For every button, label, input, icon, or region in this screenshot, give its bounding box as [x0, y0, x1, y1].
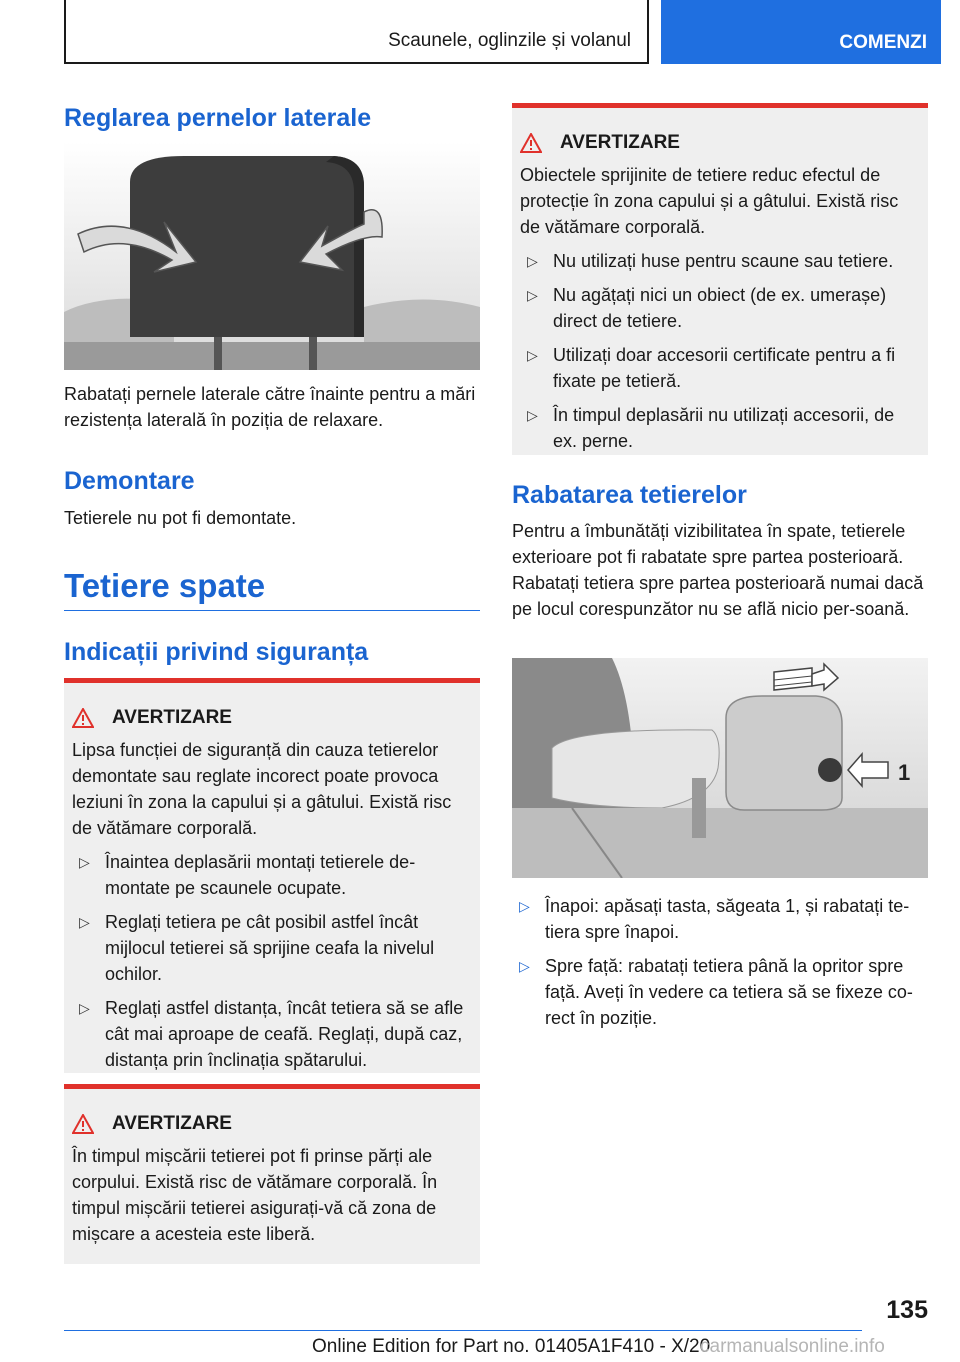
section-title: Scaunele, oglinzile și volanul [388, 30, 631, 51]
list-item: ▷ Înapoi: apăsați tasta, săgeata 1, și rabatați te-tiera spre înapoi. [512, 893, 928, 945]
list-item: ▷ Reglați astfel distanța, încât tetiera să se afle cât mai aproape de ceafă. Reglați, după caz, distanța prin înclinația spătarului. [72, 995, 472, 1073]
side-bolster-illustration [64, 142, 480, 370]
warning-triangle-icon [72, 708, 94, 728]
warning-text-2: În timpul mișcării tetierei pot fi prinse părți ale corpului. Există risc de vătămare corporală. În timpul mișcării tetierei asigurați-vă că zona de mișcare a acesteia este liberă. [72, 1146, 438, 1244]
heading-side-bolsters: Reglarea pernelor laterale [64, 104, 372, 132]
warning-title-text: AVERTIZARE [112, 707, 232, 728]
warning-title-text: AVERTIZARE [112, 1113, 232, 1134]
warning-list-3 [520, 248, 920, 454]
warning-title-2 [72, 1113, 472, 1135]
page-number: 135 [886, 1296, 928, 1324]
warning-title-1 [72, 707, 472, 729]
callout-1-label: 1 [898, 760, 911, 785]
list-item: ▷ Utilizați doar accesorii certificate pentru a fi fixate pe tetieră. [520, 342, 920, 394]
heading-rear-headrests: Tetiere spate [64, 567, 266, 604]
heading-removal: Demontare [64, 467, 195, 495]
watermark-text: carmanualsonline.info [700, 1336, 885, 1357]
warning-title-text: AVERTIZARE [560, 132, 680, 153]
list-item: ▷ Spre față: rabatați tetiera până la opritor spre față. Aveți în vedere ca tetiera să se fixeze co-rect în poziție. [512, 953, 928, 1031]
warning-title-3 [520, 132, 920, 154]
chapter-tab-label: COMENZI [839, 32, 927, 53]
folding-text: Pentru a îmbunătăți vizibilitatea în spate, tetierele exterioare pot fi rabatate spre partea posterioară. Rabatați tetiera spre partea posterioară numai dacă pe locul corespunzător nu se află nicio per-soană. [512, 521, 924, 619]
list-item: ▷ Înaintea deplasării montați tetierele de-montate pe scaunele ocupate. [72, 849, 472, 901]
header-box [64, 0, 649, 64]
warning-triangle-icon [520, 133, 542, 153]
list-item: ▷ Nu agățați nici un obiect (de ex. umerașe) direct de tetiere. [520, 282, 920, 334]
warning-box-2 [64, 1084, 480, 1264]
list-item: ▷ În timpul deplasării nu utilizați accesorii, de ex. perne. [520, 402, 920, 454]
caption-side-bolsters: Rabatați pernele laterale către înainte pentru a mări rezistența laterală în poziția de relaxare. [64, 384, 476, 430]
edition-text: Online Edition for Part no. 01405A1F410 - X/20 [312, 1336, 711, 1357]
headrest-folding-illustration [512, 658, 928, 878]
folding-steps-list [512, 885, 928, 1031]
warning-list-1 [72, 849, 472, 1073]
heading-folding: Rabatarea tetierelor [512, 481, 747, 509]
footer-rule [64, 1330, 862, 1331]
warning-box-1 [64, 678, 480, 1073]
warning-text-1: Lipsa funcției de siguranță din cauza tetierelor demontate sau reglate incorect poate provoca leziuni în zona la capului și a gâtului. Există risc de vătămare corporală. [72, 740, 452, 838]
list-item: ▷ Nu utilizați huse pentru scaune sau tetiere. [520, 248, 920, 274]
chapter-tab[interactable] [661, 0, 941, 64]
heading-safety: Indicații privind siguranța [64, 638, 369, 666]
warning-box-3 [512, 103, 928, 455]
list-item: ▷ Reglați tetiera pe cât posibil astfel încât mijlocul tetierei să sprijine ceafa la nivelul ochilor. [72, 909, 472, 987]
removal-text: Tetierele nu pot fi demontate. [64, 508, 297, 528]
warning-text-3: Obiectele sprijinite de tetiere reduc efectul de protecție în zona capului și a gâtului. Există risc de vătămare corporală. [520, 165, 899, 237]
warning-triangle-icon [72, 1114, 94, 1134]
heading-rule [64, 610, 480, 611]
